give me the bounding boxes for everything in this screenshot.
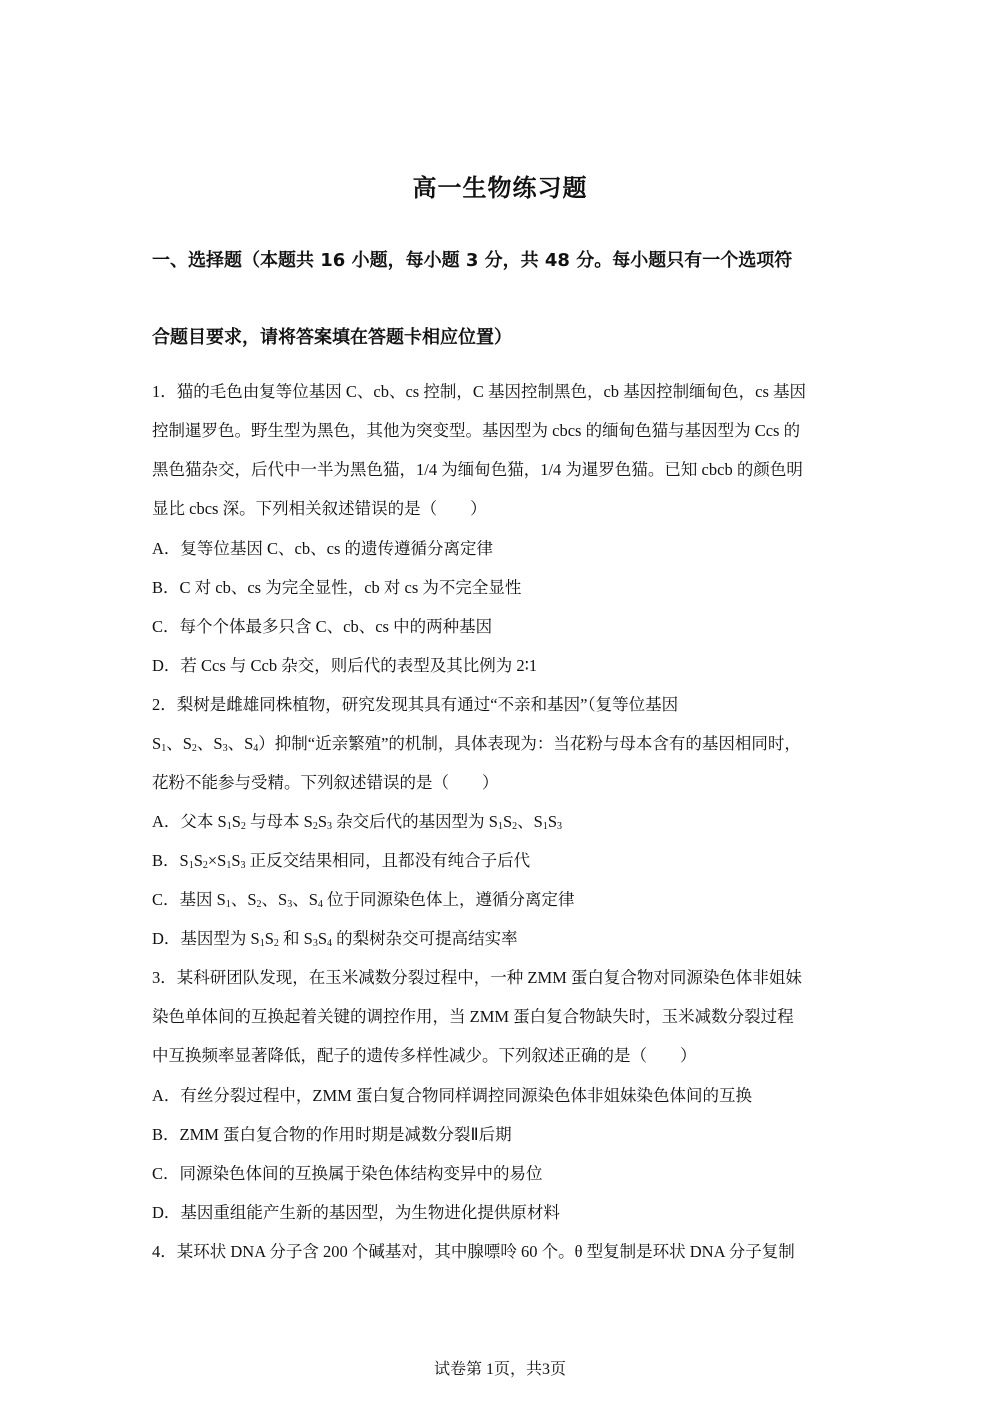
q2-option-a: A．父本 $S_1S_2$ 与母本 $S_2S_3$ 杂交后代的基因型为 $S_1S_2$、$S_1S_3$ <box>152 812 563 832</box>
q2-option-d: D．基因型为 $S_1S_2$ 和 $S_3S_4$ 的梨树杂交可提高结实率 <box>152 929 518 949</box>
q1-stem-line-3: 黑色猫杂交，后代中一半为黑色猫，1/4 为缅甸色猫，1/4 为暹罗色猫。已知 cbcb 的颜色明 <box>152 460 803 479</box>
q2-stem-line-2: $S_1$、$S_2$、$S_3$、$S_4$）抑制“近亲繁殖”的机制，具体表现为：当花粉与母本含有的基因相同时， <box>152 734 801 754</box>
q1-stem-line-2: 控制暹罗色。野生型为黑色，其他为突变型。基因型为 cbcs 的缅甸色猫与基因型为 Ccs 的 <box>152 421 801 440</box>
q3-stem-line-2: 染色单体间的互换起着关键的调控作用，当 ZMM 蛋白复合物缺失时，玉米减数分裂过程 <box>152 1007 794 1026</box>
section-heading-line-2: 合题目要求，请将答案填在答题卡相应位置） <box>152 327 512 348</box>
q3-option-c: C．同源染色体间的互换属于染色体结构变异中的易位 <box>152 1164 543 1183</box>
q1-option-d: D．若 Ccs 与 Ccb 杂交，则后代的表型及其比例为 2∶1 <box>152 656 538 675</box>
q2-stem-line-1: 2．梨树是雌雄同株植物，研究发现其具有通过“不亲和基因”（复等位基因 <box>152 695 679 714</box>
q1-option-a: A．复等位基因 C、cb、cs 的遗传遵循分离定律 <box>152 539 493 558</box>
page-title: 高一生物练习题 <box>412 174 588 202</box>
q2-option-b: B．$S_1S_2\times S_1S_3$ 正反交结果相同，且都没有纯合子后代 <box>152 851 531 871</box>
page-footer: 试卷第 1页，共3页 <box>433 1361 566 1378</box>
section-heading-line-1: 一、选择题（本题共 16 小题，每小题 3 分，共 48 分。每小题只有一个选项符 <box>152 250 793 271</box>
q2-option-c: C．基因 $S_1$、$S_2$、$S_3$、$S_4$ 位于同源染色体上，遵循分离定律 <box>152 890 575 910</box>
q1-stem-line-1: 1．猫的毛色由复等位基因 C、cb、cs 控制，C 基因控制黑色，cb 基因控制缅甸色，cs 基因 <box>152 382 807 401</box>
q4-stem-line-1: 4．某环状 DNA 分子含 200 个碱基对，其中腺嘌呤 60 个。θ 型复制是环状 DNA 分子复制 <box>152 1242 795 1261</box>
q3-option-a: A．有丝分裂过程中，ZMM 蛋白复合物同样调控同源染色体非姐妹染色体间的互换 <box>152 1086 752 1105</box>
q3-option-d: D．基因重组能产生新的基因型，为生物进化提供原材料 <box>152 1203 560 1222</box>
q3-stem-line-1: 3．某科研团队发现，在玉米减数分裂过程中，一种 ZMM 蛋白复合物对同源染色体非姐妹 <box>152 968 802 987</box>
q3-option-b: B．ZMM 蛋白复合物的作用时期是减数分裂Ⅱ后期 <box>152 1125 512 1144</box>
q1-stem-line-4: 显比 cbcs 深。下列相关叙述错误的是（ ） <box>152 499 487 518</box>
q3-stem-line-3: 中互换频率显著降低，配子的遗传多样性减少。下列叙述正确的是（ ） <box>152 1046 697 1065</box>
q2-stem-line-3: 花粉不能参与受精。下列叙述错误的是（ ） <box>152 773 499 792</box>
q1-option-b: B．C 对 cb、cs 为完全显性，cb 对 cs 为不完全显性 <box>152 578 522 597</box>
q1-option-c: C．每个个体最多只含 C、cb、cs 中的两种基因 <box>152 617 493 636</box>
